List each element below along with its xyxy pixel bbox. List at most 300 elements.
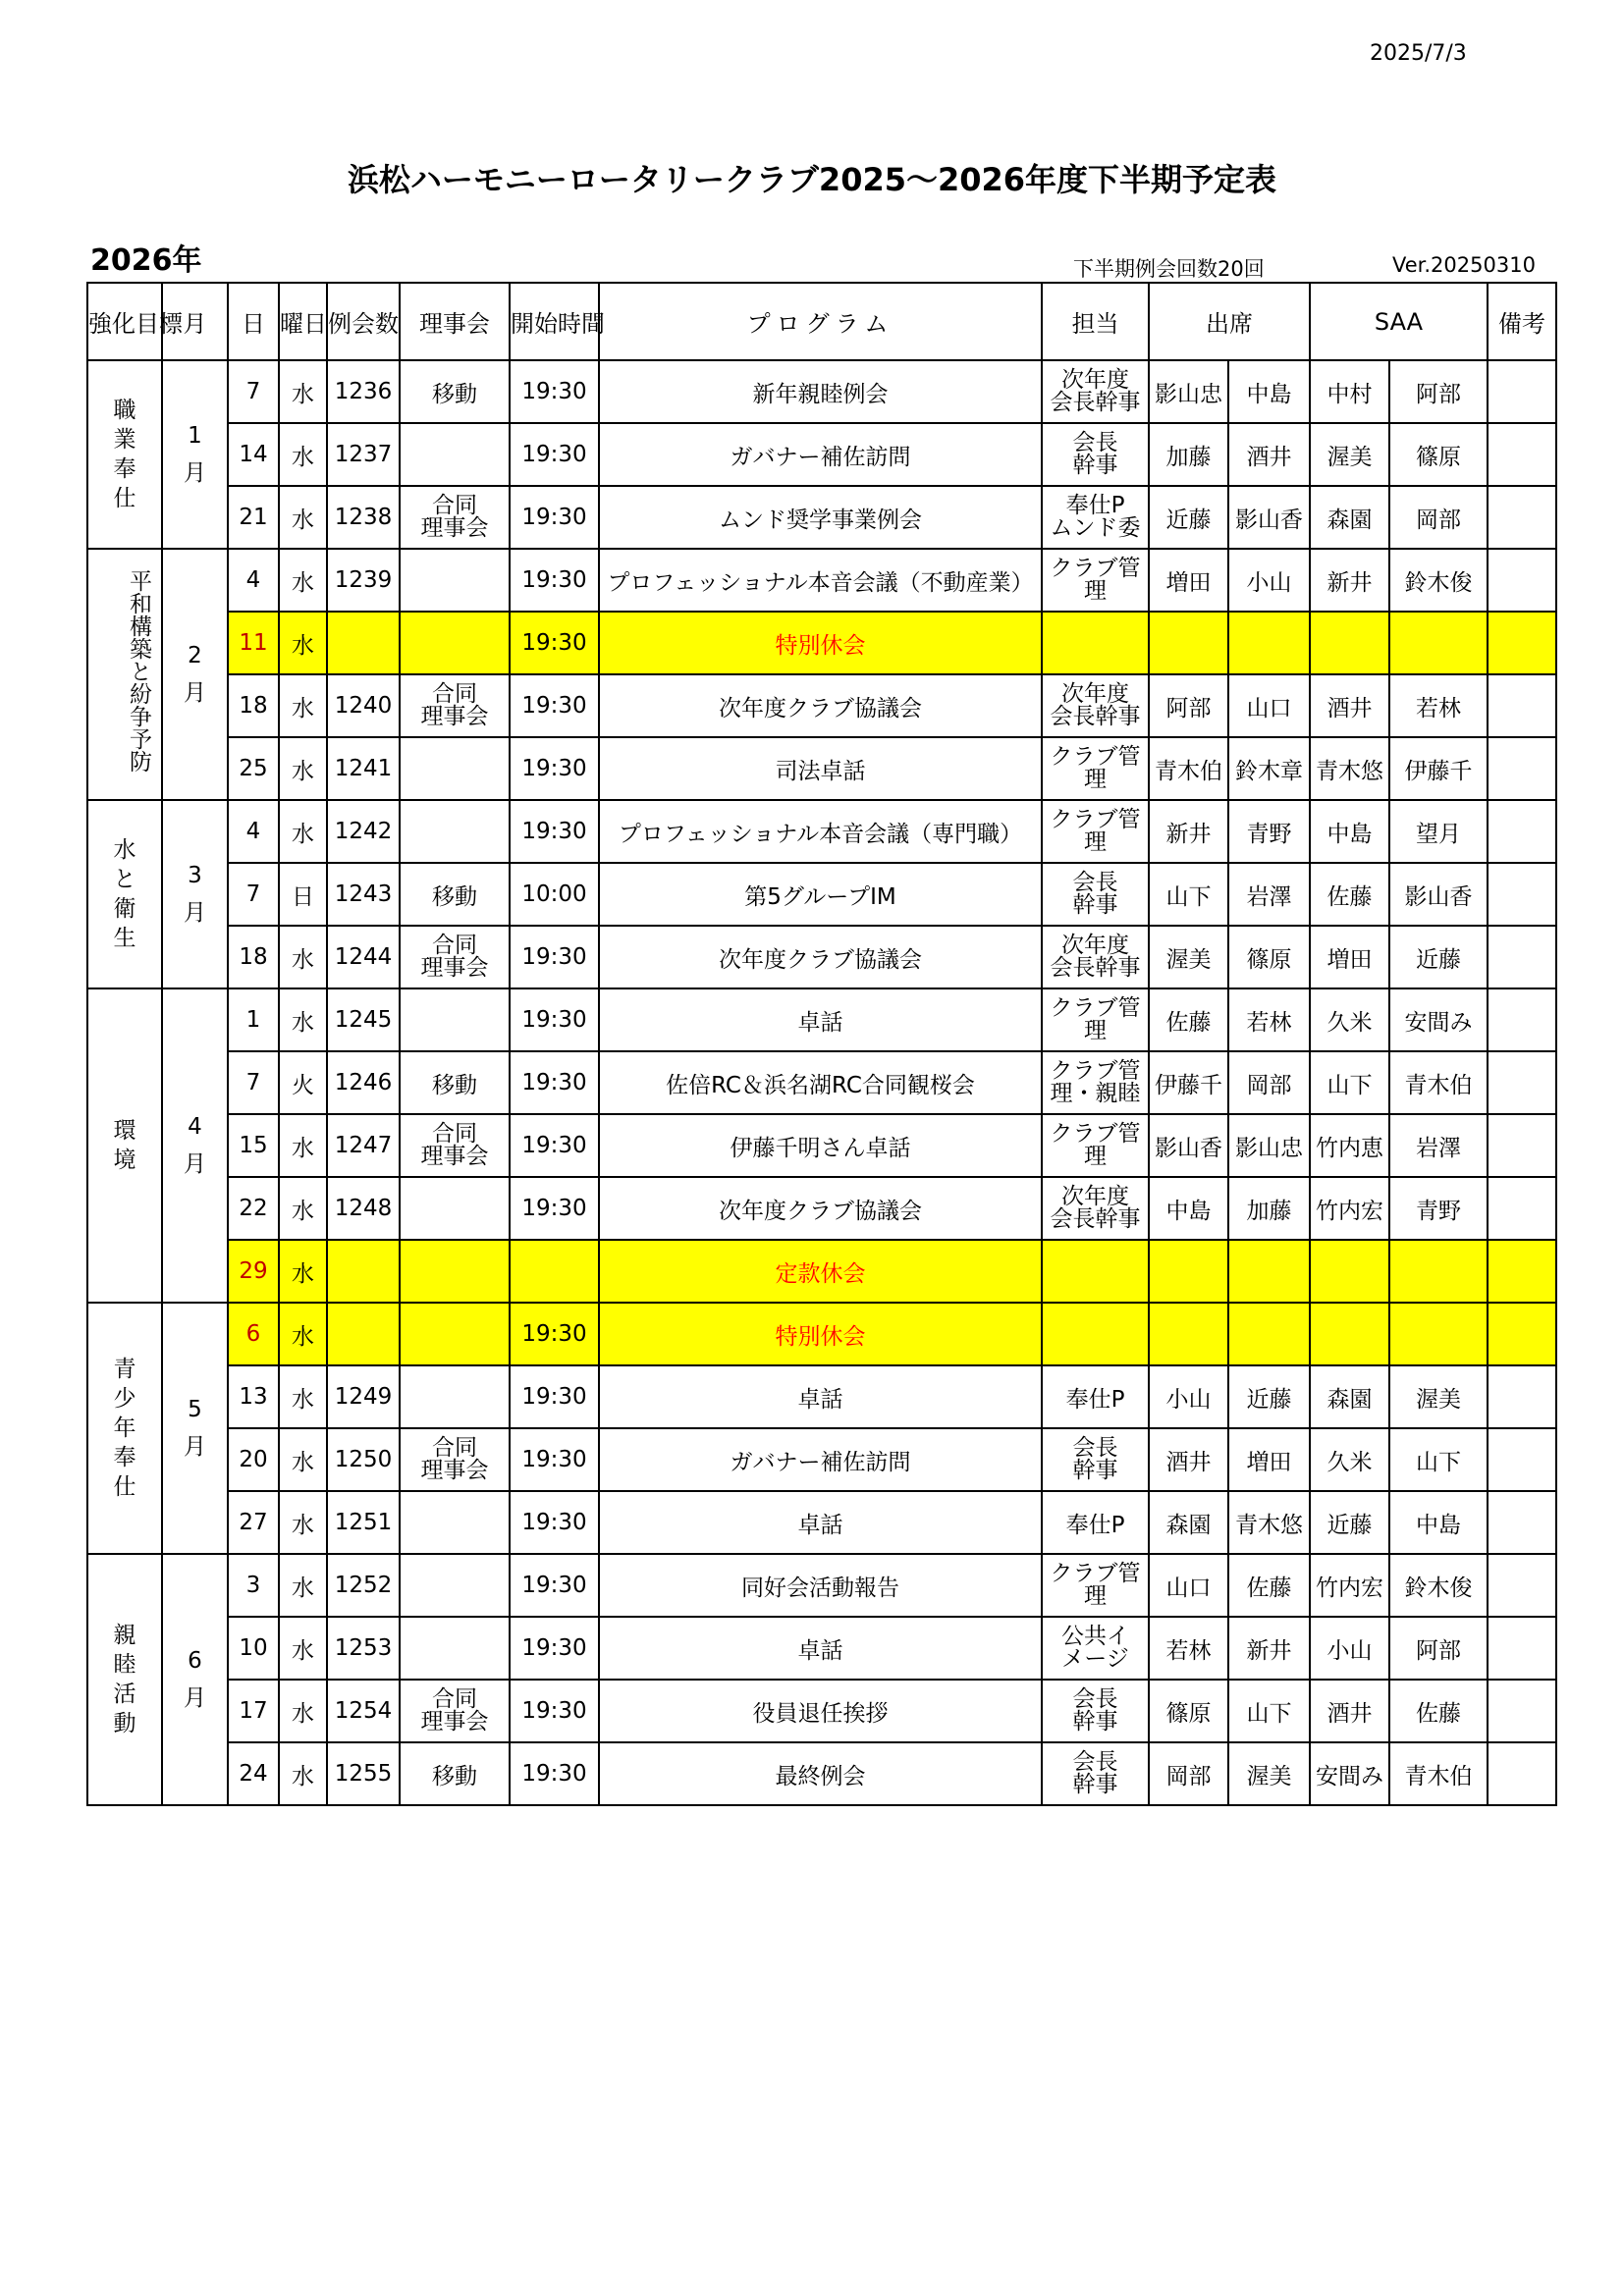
month-cell bbox=[162, 360, 228, 549]
table-row bbox=[87, 1491, 1556, 1554]
weekday-cell: 水 bbox=[279, 1680, 327, 1742]
table-row bbox=[87, 926, 1556, 988]
attendance-cell: 新井 bbox=[1149, 800, 1228, 863]
charge-cell-line: 会長 bbox=[1072, 1435, 1118, 1461]
day-cell: 1 bbox=[228, 988, 279, 1051]
goal-text: 職業奉仕 bbox=[113, 398, 136, 511]
attendance-cell: 新井 bbox=[1228, 1617, 1310, 1680]
meeting-no-cell: 1249 bbox=[327, 1365, 400, 1428]
goal-cell bbox=[87, 1554, 162, 1805]
start-time-cell: 19:30 bbox=[510, 1365, 599, 1428]
meeting-no-cell: 1251 bbox=[327, 1491, 400, 1554]
charge-cell-line: 会長 bbox=[1072, 430, 1118, 455]
board-cell bbox=[400, 988, 510, 1051]
charge-cell-line: クラブ管 bbox=[1050, 1058, 1141, 1084]
header-row bbox=[87, 283, 1556, 360]
charge-cell bbox=[1042, 1680, 1149, 1742]
weekday-cell: 水 bbox=[279, 549, 327, 612]
saa-cell: 阿部 bbox=[1389, 1617, 1488, 1680]
attendance-cell: 中島 bbox=[1149, 1177, 1228, 1240]
attendance-cell: 岡部 bbox=[1228, 1051, 1310, 1114]
board-cell bbox=[400, 1177, 510, 1240]
program-cell: 佐倍RC＆浜名湖RC合同観桜会 bbox=[599, 1051, 1042, 1114]
attendance-cell: 岡部 bbox=[1149, 1742, 1228, 1805]
saa-cell: 岡部 bbox=[1389, 486, 1488, 549]
charge-cell bbox=[1042, 1051, 1149, 1114]
board-cell bbox=[400, 1617, 510, 1680]
charge-cell bbox=[1042, 737, 1149, 800]
day-cell: 14 bbox=[228, 423, 279, 486]
attendance-cell: 篠原 bbox=[1228, 926, 1310, 988]
meeting-count: 下半期例会回数20回 bbox=[1073, 257, 1265, 281]
saa-cell: 渥美 bbox=[1389, 1365, 1488, 1428]
start-time-cell: 19:30 bbox=[510, 1303, 599, 1365]
attendance-cell: 影山香 bbox=[1149, 1114, 1228, 1177]
charge-cell-line: 理 bbox=[1084, 1018, 1107, 1043]
attendance-cell: 岩澤 bbox=[1228, 863, 1310, 926]
meeting-no-cell bbox=[327, 1240, 400, 1303]
saa-cell: 中村 bbox=[1310, 360, 1389, 423]
start-time-cell: 19:30 bbox=[510, 1617, 599, 1680]
program-cell: 第5グループIM bbox=[599, 863, 1042, 926]
saa-cell: 若林 bbox=[1389, 674, 1488, 737]
saa-cell: 竹内恵 bbox=[1310, 1114, 1389, 1177]
charge-cell-line: メージ bbox=[1061, 1646, 1129, 1672]
weekday-cell: 水 bbox=[279, 1114, 327, 1177]
board-cell bbox=[400, 926, 510, 988]
program-cell: プロフェッショナル本音会議（不動産業） bbox=[599, 549, 1042, 612]
day-cell: 7 bbox=[228, 1051, 279, 1114]
day-cell: 22 bbox=[228, 1177, 279, 1240]
table-row bbox=[87, 1554, 1556, 1617]
schedule-body bbox=[87, 360, 1556, 1805]
board-cell-line: 理事会 bbox=[420, 1458, 489, 1483]
notes-cell bbox=[1488, 737, 1556, 800]
col-saa: SAA bbox=[1310, 283, 1488, 360]
meeting-no-cell: 1244 bbox=[327, 926, 400, 988]
start-time-cell: 19:30 bbox=[510, 1177, 599, 1240]
start-time-cell: 19:30 bbox=[510, 1114, 599, 1177]
notes-cell bbox=[1488, 1491, 1556, 1554]
col-attendance: 出席 bbox=[1149, 283, 1310, 360]
charge-cell-line: 公共イ bbox=[1061, 1624, 1129, 1649]
day-cell: 21 bbox=[228, 486, 279, 549]
weekday-cell: 水 bbox=[279, 1303, 327, 1365]
notes-cell bbox=[1488, 423, 1556, 486]
day-cell: 17 bbox=[228, 1680, 279, 1742]
saa-cell: 近藤 bbox=[1310, 1491, 1389, 1554]
start-time-cell: 19:30 bbox=[510, 737, 599, 800]
board-cell bbox=[400, 1303, 510, 1365]
attendance-cell: 青木伯 bbox=[1149, 737, 1228, 800]
weekday-cell: 水 bbox=[279, 674, 327, 737]
attendance-cell: 青野 bbox=[1228, 800, 1310, 863]
attendance-cell: 加藤 bbox=[1228, 1177, 1310, 1240]
charge-cell-line: クラブ管 bbox=[1050, 1121, 1141, 1147]
start-time-cell: 19:30 bbox=[510, 926, 599, 988]
day-cell: 18 bbox=[228, 926, 279, 988]
attendance-cell: 近藤 bbox=[1228, 1365, 1310, 1428]
program-cell: 卓話 bbox=[599, 1491, 1042, 1554]
weekday-cell: 水 bbox=[279, 1491, 327, 1554]
charge-cell-line: 理 bbox=[1084, 829, 1107, 855]
saa-cell: 竹内宏 bbox=[1310, 1554, 1389, 1617]
table-row bbox=[87, 423, 1556, 486]
charge-cell-line: 次年度 bbox=[1061, 681, 1129, 707]
meeting-no-cell bbox=[327, 1303, 400, 1365]
charge-cell: 奉仕P bbox=[1042, 1365, 1149, 1428]
charge-cell-line: 会長 bbox=[1072, 1686, 1118, 1712]
attendance-cell: 若林 bbox=[1228, 988, 1310, 1051]
notes-cell bbox=[1488, 486, 1556, 549]
month-number: 6 bbox=[188, 1648, 202, 1674]
col-goal: 強化目標 bbox=[87, 283, 162, 360]
saa-cell: 小山 bbox=[1310, 1617, 1389, 1680]
meeting-no-cell: 1253 bbox=[327, 1617, 400, 1680]
saa-cell: 望月 bbox=[1389, 800, 1488, 863]
attendance-cell: 若林 bbox=[1149, 1617, 1228, 1680]
program-cell: プロフェッショナル本音会議（専門職） bbox=[599, 800, 1042, 863]
charge-cell-line: 幹事 bbox=[1072, 1772, 1118, 1797]
attendance-cell: 渥美 bbox=[1149, 926, 1228, 988]
start-time-cell: 19:30 bbox=[510, 1491, 599, 1554]
program-cell: 卓話 bbox=[599, 1365, 1042, 1428]
saa-cell: 鈴木俊 bbox=[1389, 1554, 1488, 1617]
meeting-no-cell: 1239 bbox=[327, 549, 400, 612]
program-cell: ガバナー補佐訪問 bbox=[599, 1428, 1042, 1491]
attendance-cell: 篠原 bbox=[1149, 1680, 1228, 1742]
attendance-cell: 酒井 bbox=[1149, 1428, 1228, 1491]
notes-cell bbox=[1488, 549, 1556, 612]
goal-text: 水と衛生 bbox=[113, 837, 136, 951]
weekday-cell: 水 bbox=[279, 423, 327, 486]
month-cell bbox=[162, 1554, 228, 1805]
charge-cell bbox=[1042, 612, 1149, 674]
weekday-cell: 水 bbox=[279, 1554, 327, 1617]
table-row bbox=[87, 360, 1556, 423]
board-cell-line: 合同 bbox=[432, 493, 477, 518]
holiday-program-cell: 特別休会 bbox=[599, 1303, 1042, 1365]
start-time-cell: 19:30 bbox=[510, 1680, 599, 1742]
saa-cell: 岩澤 bbox=[1389, 1114, 1488, 1177]
attendance-cell: 伊藤千 bbox=[1149, 1051, 1228, 1114]
holiday-program-cell: 特別休会 bbox=[599, 612, 1042, 674]
attendance-cell bbox=[1228, 1240, 1310, 1303]
goal-text: 平和構築と紛争予防 bbox=[126, 568, 151, 773]
charge-cell-line: 会長幹事 bbox=[1050, 955, 1141, 981]
charge-cell-line: 幹事 bbox=[1072, 453, 1118, 478]
year-label: 2026年 bbox=[90, 243, 202, 278]
program-cell: 最終例会 bbox=[599, 1742, 1042, 1805]
attendance-cell: 山口 bbox=[1149, 1554, 1228, 1617]
day-cell: 7 bbox=[228, 863, 279, 926]
charge-cell bbox=[1042, 926, 1149, 988]
start-time-cell: 19:30 bbox=[510, 674, 599, 737]
goal-cell bbox=[87, 988, 162, 1303]
notes-cell bbox=[1488, 360, 1556, 423]
charge-cell-line: 次年度 bbox=[1061, 933, 1129, 958]
day-cell: 15 bbox=[228, 1114, 279, 1177]
month-unit: 月 bbox=[184, 900, 206, 926]
meeting-no-cell: 1248 bbox=[327, 1177, 400, 1240]
table-row bbox=[87, 800, 1556, 863]
table-row bbox=[87, 486, 1556, 549]
saa-cell: 中島 bbox=[1389, 1491, 1488, 1554]
saa-cell: 篠原 bbox=[1389, 423, 1488, 486]
table-row bbox=[87, 1303, 1556, 1365]
weekday-cell: 水 bbox=[279, 1365, 327, 1428]
month-cell bbox=[162, 988, 228, 1303]
board-cell-line: 理事会 bbox=[420, 1709, 489, 1735]
charge-cell: 奉仕P bbox=[1042, 1491, 1149, 1554]
charge-cell-line: 幹事 bbox=[1072, 1709, 1118, 1735]
board-cell bbox=[400, 1240, 510, 1303]
weekday-cell: 水 bbox=[279, 988, 327, 1051]
charge-cell bbox=[1042, 423, 1149, 486]
charge-cell-line: 次年度 bbox=[1061, 367, 1129, 393]
col-start-time: 開始時間 bbox=[510, 283, 599, 360]
print-date: 2025/7/3 bbox=[1370, 41, 1467, 66]
notes-cell bbox=[1488, 1051, 1556, 1114]
program-cell: 伊藤千明さん卓話 bbox=[599, 1114, 1042, 1177]
start-time-cell: 19:30 bbox=[510, 1554, 599, 1617]
meeting-no-cell: 1246 bbox=[327, 1051, 400, 1114]
charge-cell-line: クラブ管 bbox=[1050, 744, 1141, 770]
weekday-cell: 水 bbox=[279, 926, 327, 988]
charge-cell-line: 会長幹事 bbox=[1050, 1206, 1141, 1232]
col-month: 月 bbox=[162, 283, 228, 360]
program-cell: ガバナー補佐訪問 bbox=[599, 423, 1042, 486]
col-charge: 担当 bbox=[1042, 283, 1149, 360]
table-row bbox=[87, 612, 1556, 674]
table-row bbox=[87, 1114, 1556, 1177]
notes-cell bbox=[1488, 1554, 1556, 1617]
table-row bbox=[87, 737, 1556, 800]
attendance-cell bbox=[1149, 612, 1228, 674]
page-title: 浜松ハーモニーロータリークラブ2025～2026年度下半期予定表 bbox=[347, 161, 1277, 198]
weekday-cell: 水 bbox=[279, 1428, 327, 1491]
start-time-cell: 19:30 bbox=[510, 423, 599, 486]
charge-cell bbox=[1042, 1240, 1149, 1303]
program-cell: 同好会活動報告 bbox=[599, 1554, 1042, 1617]
attendance-cell: 影山香 bbox=[1228, 486, 1310, 549]
notes-cell bbox=[1488, 1303, 1556, 1365]
board-cell bbox=[400, 423, 510, 486]
program-cell: 卓話 bbox=[599, 1617, 1042, 1680]
table-row bbox=[87, 1680, 1556, 1742]
saa-cell: 佐藤 bbox=[1389, 1680, 1488, 1742]
weekday-cell: 水 bbox=[279, 1617, 327, 1680]
col-program: プログラム bbox=[599, 283, 1042, 360]
goal-text: 親睦活動 bbox=[113, 1623, 136, 1736]
charge-cell bbox=[1042, 549, 1149, 612]
saa-cell: 鈴木俊 bbox=[1389, 549, 1488, 612]
meeting-no-cell: 1236 bbox=[327, 360, 400, 423]
charge-cell-line: クラブ管 bbox=[1050, 807, 1141, 832]
attendance-cell: 影山忠 bbox=[1149, 360, 1228, 423]
board-cell-line: 理事会 bbox=[420, 515, 489, 541]
program-cell: ムンド奨学事業例会 bbox=[599, 486, 1042, 549]
col-meeting-no: 例会数 bbox=[327, 283, 400, 360]
meeting-no-cell: 1250 bbox=[327, 1428, 400, 1491]
day-cell: 29 bbox=[228, 1240, 279, 1303]
saa-cell bbox=[1389, 612, 1488, 674]
goal-cell bbox=[87, 549, 162, 800]
charge-cell bbox=[1042, 674, 1149, 737]
board-cell bbox=[400, 1428, 510, 1491]
month-unit: 月 bbox=[184, 1151, 206, 1177]
notes-cell bbox=[1488, 988, 1556, 1051]
attendance-cell: 加藤 bbox=[1149, 423, 1228, 486]
attendance-cell: 渥美 bbox=[1228, 1742, 1310, 1805]
meeting-no-cell: 1254 bbox=[327, 1680, 400, 1742]
saa-cell: 山下 bbox=[1389, 1428, 1488, 1491]
saa-cell: 伊藤千 bbox=[1389, 737, 1488, 800]
charge-cell bbox=[1042, 486, 1149, 549]
program-cell: 司法卓話 bbox=[599, 737, 1042, 800]
weekday-cell: 水 bbox=[279, 612, 327, 674]
board-cell: 移動 bbox=[400, 1742, 510, 1805]
saa-cell: 佐藤 bbox=[1310, 863, 1389, 926]
day-cell: 24 bbox=[228, 1742, 279, 1805]
saa-cell: 渥美 bbox=[1310, 423, 1389, 486]
attendance-cell: 佐藤 bbox=[1149, 988, 1228, 1051]
month-number: 3 bbox=[188, 863, 202, 888]
saa-cell: 増田 bbox=[1310, 926, 1389, 988]
attendance-cell bbox=[1149, 1303, 1228, 1365]
day-cell: 7 bbox=[228, 360, 279, 423]
weekday-cell: 水 bbox=[279, 800, 327, 863]
saa-cell bbox=[1389, 1303, 1488, 1365]
charge-cell bbox=[1042, 863, 1149, 926]
month-number: 4 bbox=[188, 1114, 202, 1140]
weekday-cell: 日 bbox=[279, 863, 327, 926]
charge-cell-line: 理 bbox=[1084, 767, 1107, 792]
start-time-cell: 10:00 bbox=[510, 863, 599, 926]
saa-cell bbox=[1310, 612, 1389, 674]
charge-cell-line: 理 bbox=[1084, 1583, 1107, 1609]
col-weekday: 曜日 bbox=[279, 283, 327, 360]
meeting-no-cell: 1247 bbox=[327, 1114, 400, 1177]
day-cell: 3 bbox=[228, 1554, 279, 1617]
saa-cell: 安間み bbox=[1310, 1742, 1389, 1805]
month-unit: 月 bbox=[184, 1434, 206, 1460]
saa-cell: 久米 bbox=[1310, 1428, 1389, 1491]
charge-cell-line: 理 bbox=[1084, 578, 1107, 604]
charge-cell-line: 会長 bbox=[1072, 1749, 1118, 1775]
attendance-cell: 中島 bbox=[1228, 360, 1310, 423]
attendance-cell bbox=[1149, 1240, 1228, 1303]
notes-cell bbox=[1488, 1114, 1556, 1177]
start-time-cell bbox=[510, 1240, 599, 1303]
day-cell: 11 bbox=[228, 612, 279, 674]
weekday-cell: 水 bbox=[279, 360, 327, 423]
saa-cell: 影山香 bbox=[1389, 863, 1488, 926]
start-time-cell: 19:30 bbox=[510, 486, 599, 549]
saa-cell: 青木悠 bbox=[1310, 737, 1389, 800]
saa-cell: 青木伯 bbox=[1389, 1742, 1488, 1805]
meeting-no-cell: 1237 bbox=[327, 423, 400, 486]
charge-cell-line: ムンド委 bbox=[1050, 515, 1141, 541]
meeting-no-cell: 1245 bbox=[327, 988, 400, 1051]
board-cell-line: 理事会 bbox=[420, 1144, 489, 1169]
board-cell bbox=[400, 486, 510, 549]
board-cell-line: 合同 bbox=[432, 681, 477, 707]
board-cell bbox=[400, 1680, 510, 1742]
table-row bbox=[87, 1742, 1556, 1805]
board-cell-line: 合同 bbox=[432, 1686, 477, 1712]
month-unit: 月 bbox=[184, 680, 206, 706]
charge-cell-line: 幹事 bbox=[1072, 892, 1118, 918]
charge-cell bbox=[1042, 1177, 1149, 1240]
charge-cell-line: 奉仕P bbox=[1065, 493, 1125, 518]
start-time-cell: 19:30 bbox=[510, 1742, 599, 1805]
notes-cell bbox=[1488, 1617, 1556, 1680]
charge-cell-line: クラブ管 bbox=[1050, 1561, 1141, 1586]
version-label: Ver.20250310 bbox=[1392, 253, 1536, 277]
charge-cell bbox=[1042, 800, 1149, 863]
attendance-cell: 阿部 bbox=[1149, 674, 1228, 737]
board-cell-line: 合同 bbox=[432, 1121, 477, 1147]
charge-cell bbox=[1042, 988, 1149, 1051]
goal-cell bbox=[87, 360, 162, 549]
notes-cell bbox=[1488, 1742, 1556, 1805]
month-unit: 月 bbox=[184, 1685, 206, 1711]
charge-cell bbox=[1042, 1114, 1149, 1177]
board-cell-line: 理事会 bbox=[420, 955, 489, 981]
program-cell: 役員退任挨拶 bbox=[599, 1680, 1042, 1742]
board-cell bbox=[400, 1554, 510, 1617]
board-cell bbox=[400, 1114, 510, 1177]
col-day: 日 bbox=[228, 283, 279, 360]
notes-cell bbox=[1488, 674, 1556, 737]
saa-cell: 竹内宏 bbox=[1310, 1177, 1389, 1240]
attendance-cell: 山下 bbox=[1228, 1680, 1310, 1742]
notes-cell bbox=[1488, 1365, 1556, 1428]
notes-cell bbox=[1488, 1428, 1556, 1491]
meeting-no-cell: 1255 bbox=[327, 1742, 400, 1805]
saa-cell: 久米 bbox=[1310, 988, 1389, 1051]
program-cell: 次年度クラブ協議会 bbox=[599, 1177, 1042, 1240]
attendance-cell: 森園 bbox=[1149, 1491, 1228, 1554]
meeting-no-cell: 1238 bbox=[327, 486, 400, 549]
day-cell: 20 bbox=[228, 1428, 279, 1491]
notes-cell bbox=[1488, 612, 1556, 674]
meeting-no-cell: 1242 bbox=[327, 800, 400, 863]
program-cell: 卓話 bbox=[599, 988, 1042, 1051]
attendance-cell: 近藤 bbox=[1149, 486, 1228, 549]
saa-cell bbox=[1310, 1240, 1389, 1303]
attendance-cell: 青木悠 bbox=[1228, 1491, 1310, 1554]
program-cell: 次年度クラブ協議会 bbox=[599, 926, 1042, 988]
saa-cell bbox=[1310, 1303, 1389, 1365]
saa-cell: 中島 bbox=[1310, 800, 1389, 863]
day-cell: 25 bbox=[228, 737, 279, 800]
charge-cell-line: 理 bbox=[1084, 1144, 1107, 1169]
meeting-no-cell: 1241 bbox=[327, 737, 400, 800]
charge-cell-line: 理・親睦 bbox=[1050, 1081, 1141, 1106]
weekday-cell: 水 bbox=[279, 1742, 327, 1805]
charge-cell-line: クラブ管 bbox=[1050, 556, 1141, 581]
attendance-cell: 影山忠 bbox=[1228, 1114, 1310, 1177]
meeting-no-cell: 1240 bbox=[327, 674, 400, 737]
weekday-cell: 水 bbox=[279, 1240, 327, 1303]
month-cell bbox=[162, 800, 228, 988]
board-cell bbox=[400, 1491, 510, 1554]
start-time-cell: 19:30 bbox=[510, 800, 599, 863]
holiday-program-cell: 定款休会 bbox=[599, 1240, 1042, 1303]
day-cell: 27 bbox=[228, 1491, 279, 1554]
